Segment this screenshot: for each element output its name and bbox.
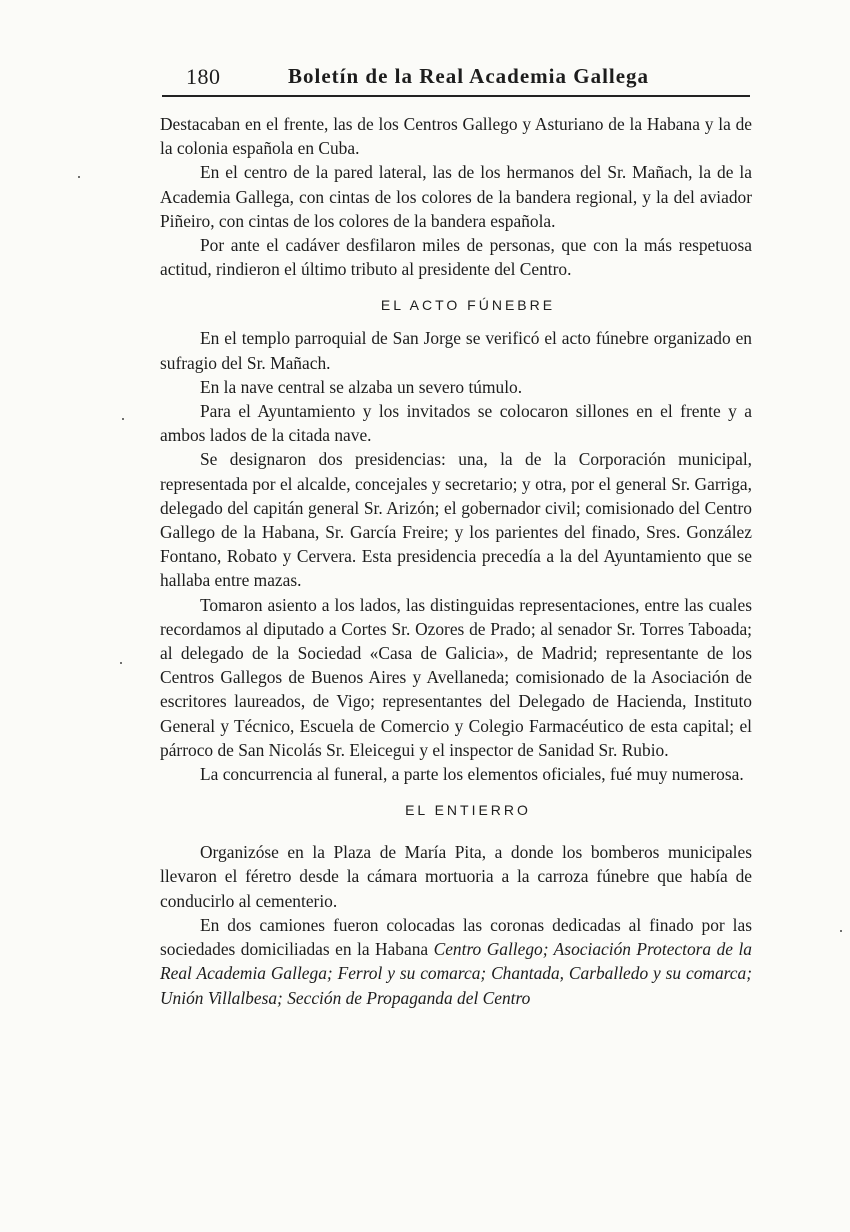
paragraph: Organizóse en la Plaza de María Pita, a donde los bomberos municipales llevaron el féretro desde la cámara mortuoria a la carroza fúnebre que había de conducirlo al cementerio. [160,842,752,911]
header-rule [162,95,750,97]
paragraph-lead-text: En dos camiones fueron colocadas las coronas dedicadas al finado por las sociedades domiciliadas en la Habana [160,914,752,960]
page-number: 180 [186,64,221,89]
paragraph: Se designaron dos presidencias: una, la de la Corporación municipal, representada por el alcalde, concejales y secretario; y otra, por el general Sr. Garriga, delegado del capitán general Sr. Arizón; el gobernador civil; comisionado del Centro Gallego de la Habana, Sr. García Freire; y los parientes del finado, Sres. González Fontano, Robato y Cervera. Esta presidencia precedía a la del Ayuntamiento que se hallaba entre mazas. [160,449,752,591]
society-names: Centro Gallego; Asociación Protectora de la Real Academia Gallega; Ferrol y su comarca; Chantada, Carballedo y su comarca; Unión Villalbesa; Sección de Propaganda del Centro [160,939,752,1008]
scan-speck [840,930,842,932]
page-header [186,62,748,92]
scan-speck [78,176,80,178]
paragraph: Tomaron asiento a los lados, las distinguidas representaciones, entre las cuales recordamos al diputado a Cortes Sr. Ozores de Prado; al senador Sr. Torres Taboada; al delegado de la Sociedad «Casa de Galicia», de Madrid; representante de los Centros Gallegos de Buenos Aires y Avellaneda; comisionado de la Asociación de escritores laureados, de Vigo; representantes del Delegado de Hacienda, Instituto General y Técnico, Escuela de Comercio y Colegio Farmacéutico de esta capital; el párroco de San Nicolás Sr. Eleicegui y el inspector de Sanidad Sr. Rubio. [160,594,752,760]
paragraph: En el templo parroquial de San Jorge se verificó el acto fúnebre organizado en sufragio del Sr. Mañach. [160,328,752,373]
section-heading-entierro: EL ENTIERRO [405,802,531,819]
section-heading-acto-funebre: EL ACTO FÚNEBRE [380,297,556,314]
running-title: Boletín de la Real Academia Gallega [288,64,650,88]
scan-speck [122,418,124,420]
paragraph: En el centro de la pared lateral, las de los hermanos del Sr. Mañach, la de la Academia Gallega, con cintas de los colores de la bandera regional, y la del aviador Piñeiro, con cintas de los colores de la bandera española. [160,162,752,231]
scan-speck [120,662,122,664]
paragraph: En la nave central se alzaba un severo túmulo. [200,376,523,397]
paragraph: La concurrencia al funeral, a parte los elementos oficiales, fué muy numerosa. [200,764,744,785]
paragraph: Destacaban en el frente, las de los Centros Gallego y Asturiano de la Habana y la de la colonia española en Cuba. [160,114,752,159]
paragraph: Por ante el cadáver desfilaron miles de personas, que con la más respetuosa actitud, rindieron el último tributo al presidente del Centro. [160,235,752,280]
article-body [160,112,752,1010]
paragraph-final [160,913,752,1010]
paragraph: Para el Ayuntamiento y los invitados se colocaron sillones en el frente y a ambos lados de la citada nave. [160,401,752,446]
